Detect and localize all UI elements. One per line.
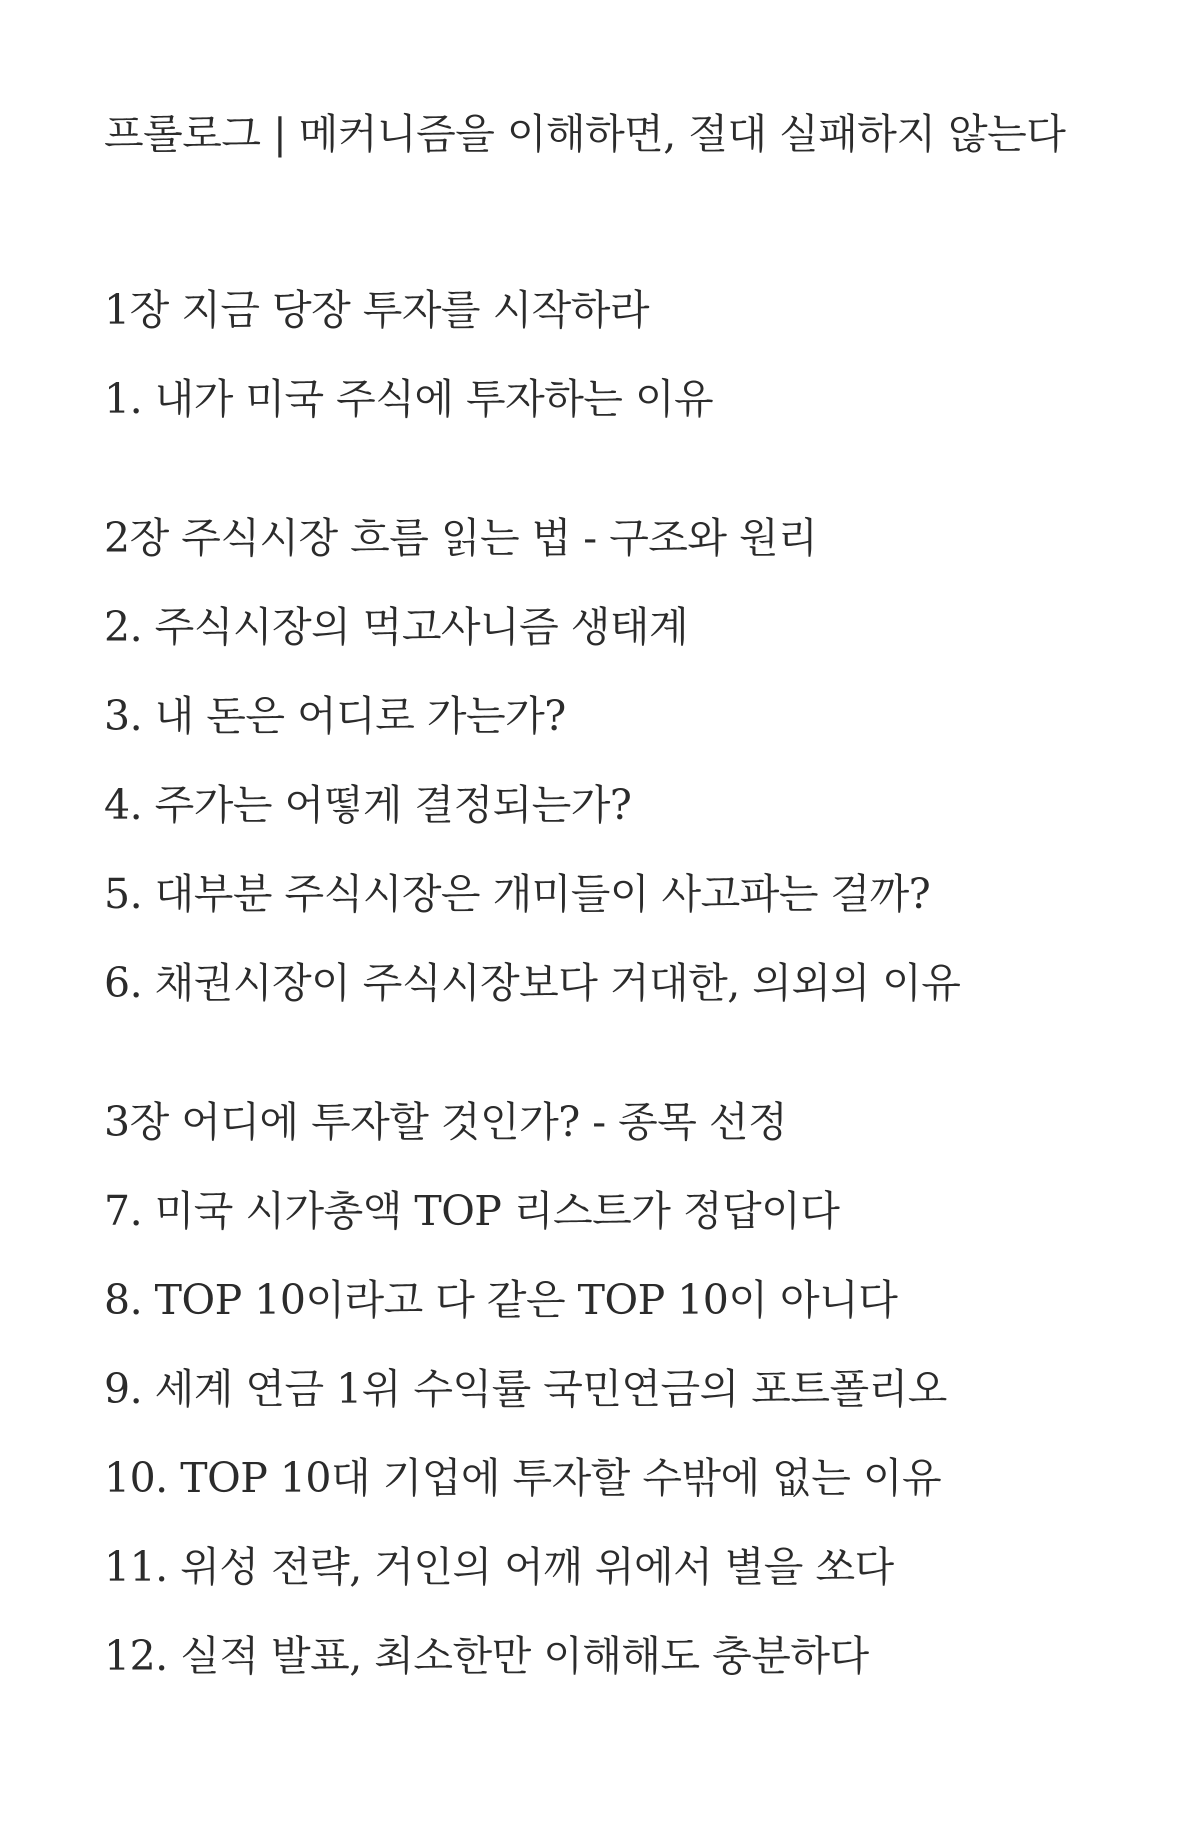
toc-item: 12. 실적 발표, 최소한만 이해해도 충분하다 — [104, 1632, 869, 1680]
chapter-3 — [104, 1096, 1144, 1682]
chapter-1 — [104, 284, 1144, 425]
toc-item: 11. 위성 전략, 거인의 어깨 위에서 별을 쏘다 — [104, 1543, 894, 1591]
toc-item: 8. TOP 10이라고 다 같은 TOP 10이 아니다 — [104, 1276, 898, 1324]
toc-item: 10. TOP 10대 기업에 투자할 수밖에 없는 이유 — [104, 1454, 942, 1502]
toc-item: 3. 내 돈은 어디로 가는가? — [104, 692, 566, 740]
chapter-2 — [104, 512, 1144, 1009]
toc-item: 9. 세계 연금 1위 수익률 국민연금의 포트폴리오 — [104, 1365, 947, 1413]
chapter-title: 3장 어디에 투자할 것인가? - 종목 선정 — [104, 1098, 788, 1146]
table-of-contents — [104, 108, 1144, 1719]
toc-item: 6. 채권시장이 주식시장보다 거대한, 의외의 이유 — [104, 959, 961, 1007]
toc-item: 1. 내가 미국 주식에 투자하는 이유 — [104, 375, 714, 423]
toc-item: 7. 미국 시가총액 TOP 리스트가 정답이다 — [104, 1187, 840, 1235]
toc-item: 4. 주가는 어떻게 결정되는가? — [104, 781, 632, 829]
chapter-title: 2장 주식시장 흐름 읽는 법 - 구조와 원리 — [104, 514, 818, 562]
chapter-title: 1장 지금 당장 투자를 시작하라 — [104, 286, 649, 334]
prologue-title: 프롤로그 | 메커니즘을 이해하면, 절대 실패하지 않는다 — [104, 110, 1066, 158]
toc-item: 2. 주식시장의 먹고사니즘 생태계 — [104, 603, 689, 651]
toc-item: 5. 대부분 주식시장은 개미들이 사고파는 걸까? — [104, 870, 931, 918]
